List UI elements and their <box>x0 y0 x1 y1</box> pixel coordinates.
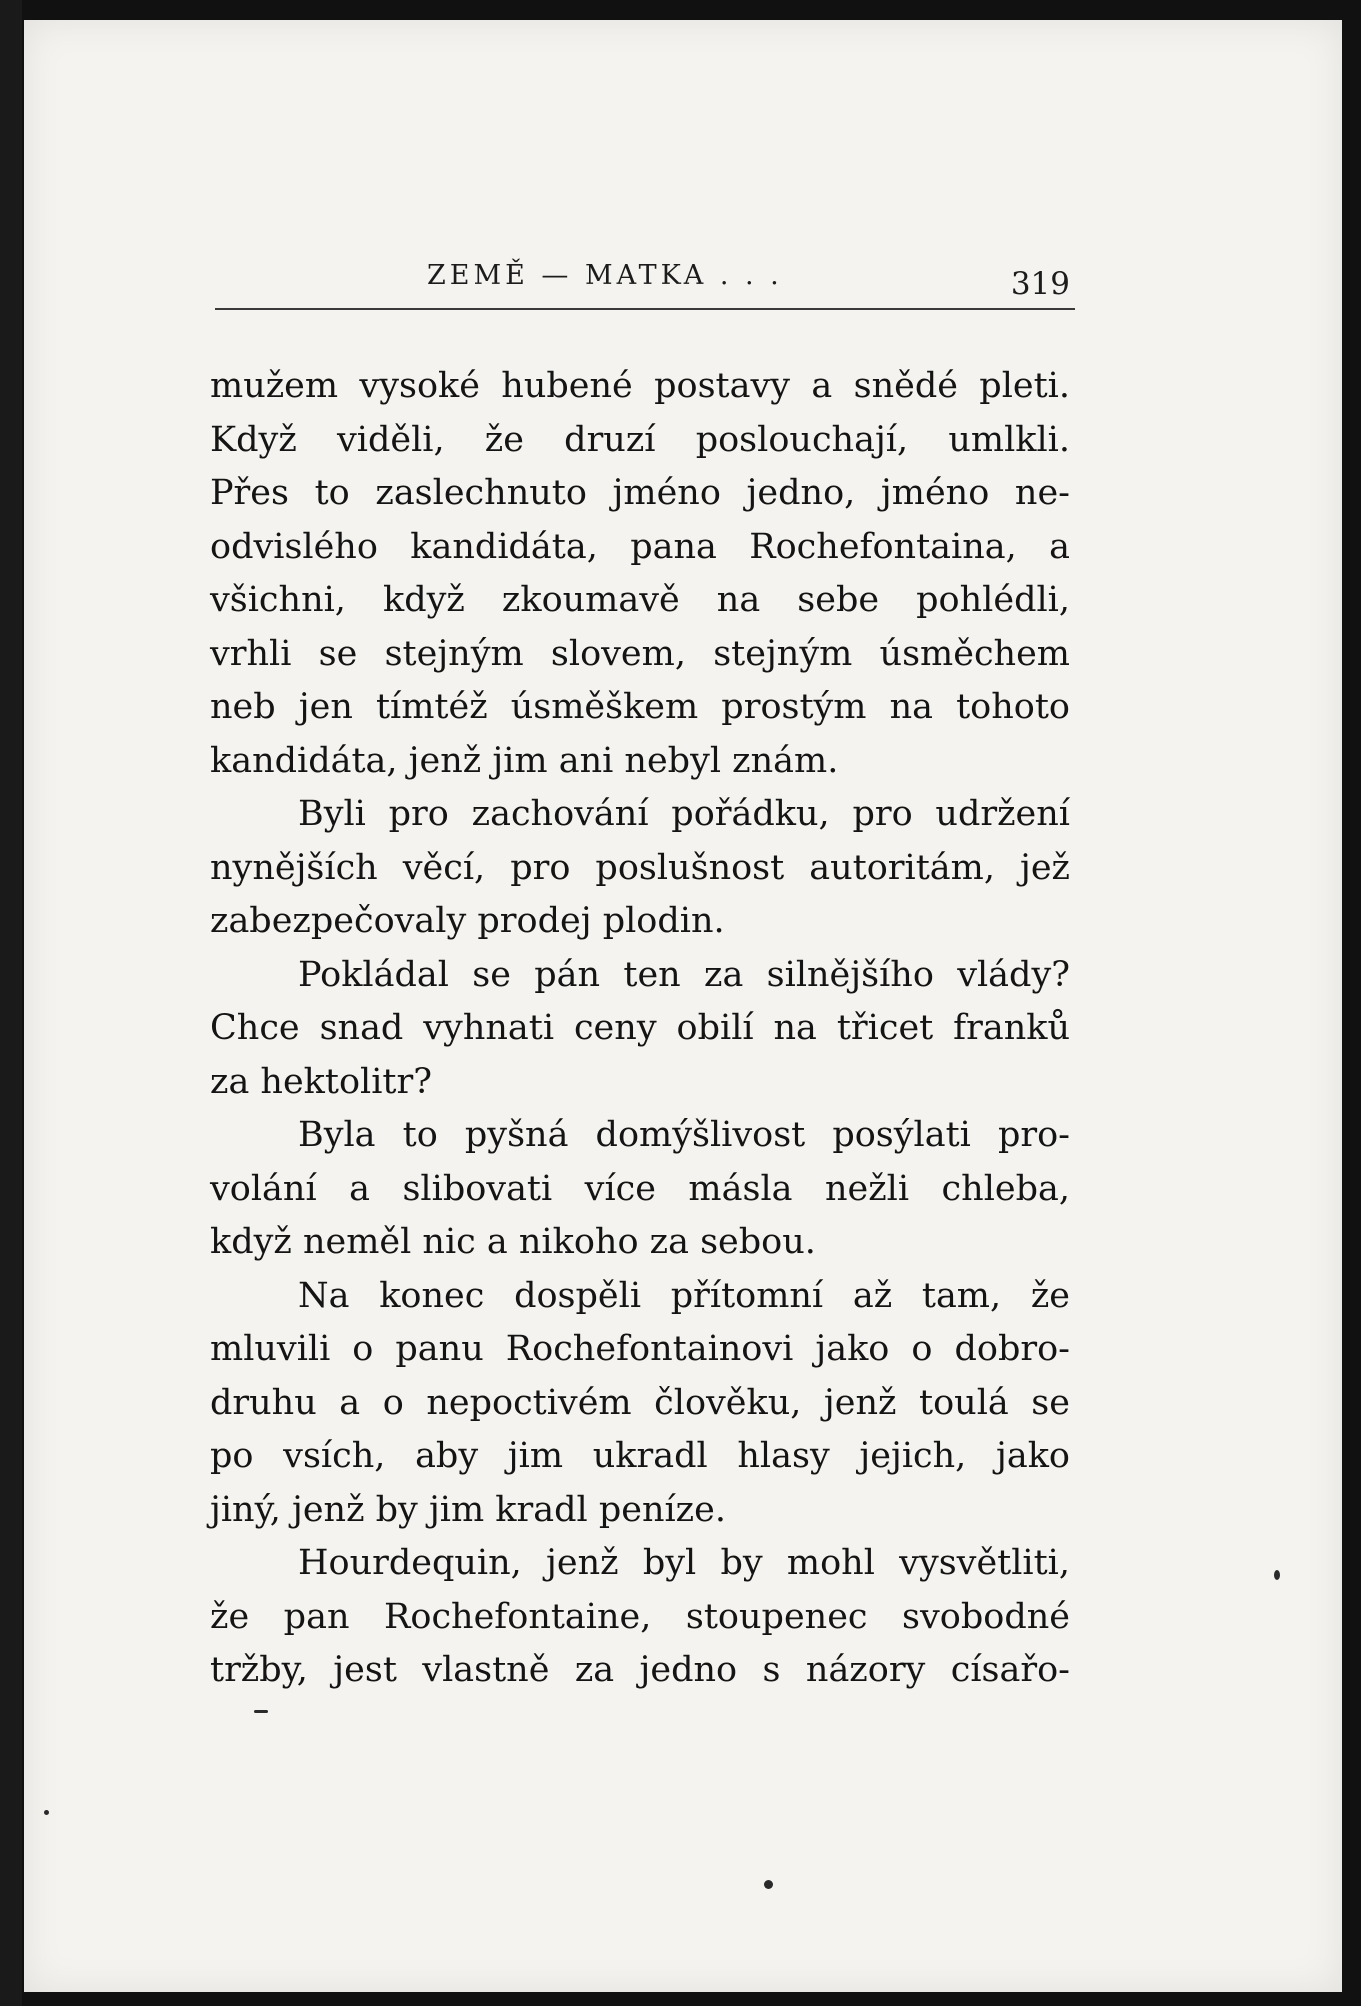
text-line: zabezpečovaly prodej plodin. <box>210 901 725 941</box>
ink-speck <box>44 1810 49 1815</box>
text-line: mluvili o panu Rochefontainovi jako o dobro- <box>210 1329 1070 1369</box>
text-line: tržby, jest vlastně za jedno s názory císařo- <box>210 1650 1070 1690</box>
header-rule <box>215 308 1075 310</box>
text-line: nynějších věcí, pro poslušnost autoritám, jež <box>210 847 1070 888</box>
text-line: Hourdequin, jenž byl by mohl vysvětliti, <box>298 1543 1070 1583</box>
text-line: všichni, když zkoumavě na sebe pohlédli, <box>210 580 1070 620</box>
text-line: mužem vysoké hubené postavy a snědé pleti. <box>210 366 1070 406</box>
text-line: Chce snad vyhnati ceny obilí na třicet franků <box>210 1008 1070 1048</box>
text-line: neb jen tímtéž úsměškem prostým na tohoto <box>210 687 1070 727</box>
body-text <box>210 360 1070 1698</box>
text-line: druhu a o nepoctivém člověku, jenž toulá se <box>210 1382 1070 1423</box>
text-line: kandidáta, jenž jim ani nebyl znám. <box>210 740 839 781</box>
text-line: Byla to pyšná domýšlivost posýlati pro- <box>298 1115 1070 1155</box>
running-title: ZEMĚ — MATKA . . . <box>427 260 783 291</box>
text-line: Přes to zaslechnuto jméno jedno, jméno ne- <box>210 473 1070 513</box>
ink-speck <box>764 1880 773 1889</box>
text-line: že pan Rochefontaine, stoupenec svobodné <box>210 1596 1070 1637</box>
book-spine-edge <box>0 0 22 2006</box>
text-line: volání a slibovati více másla nežli chleba, <box>210 1168 1070 1209</box>
text-line: jiný, jenž by jim kradl peníze. <box>210 1489 726 1530</box>
text-line: vrhli se stejným slovem, stejným úsměchem <box>210 633 1070 674</box>
text-line: Na konec dospěli přítomní až tam, že <box>298 1275 1070 1316</box>
running-head <box>215 250 1075 310</box>
text-line: za hektolitr? <box>210 1061 432 1102</box>
ink-speck <box>254 1710 268 1713</box>
page-number: 319 <box>1010 266 1070 302</box>
text-line: po vsích, aby jim ukradl hlasy jejich, jako <box>210 1436 1070 1476</box>
text-line: odvislého kandidáta, pana Rochefontaina, a <box>210 526 1070 567</box>
text-line: když neměl nic a nikoho za sebou. <box>210 1222 816 1262</box>
text-line: Když viděli, že druzí poslouchají, umlkli. <box>210 419 1070 460</box>
ink-speck <box>1274 1570 1280 1580</box>
text-line: Byli pro zachování pořádku, pro udržení <box>298 794 1070 834</box>
text-line: Pokládal se pán ten za silnějšího vlády? <box>298 954 1070 995</box>
